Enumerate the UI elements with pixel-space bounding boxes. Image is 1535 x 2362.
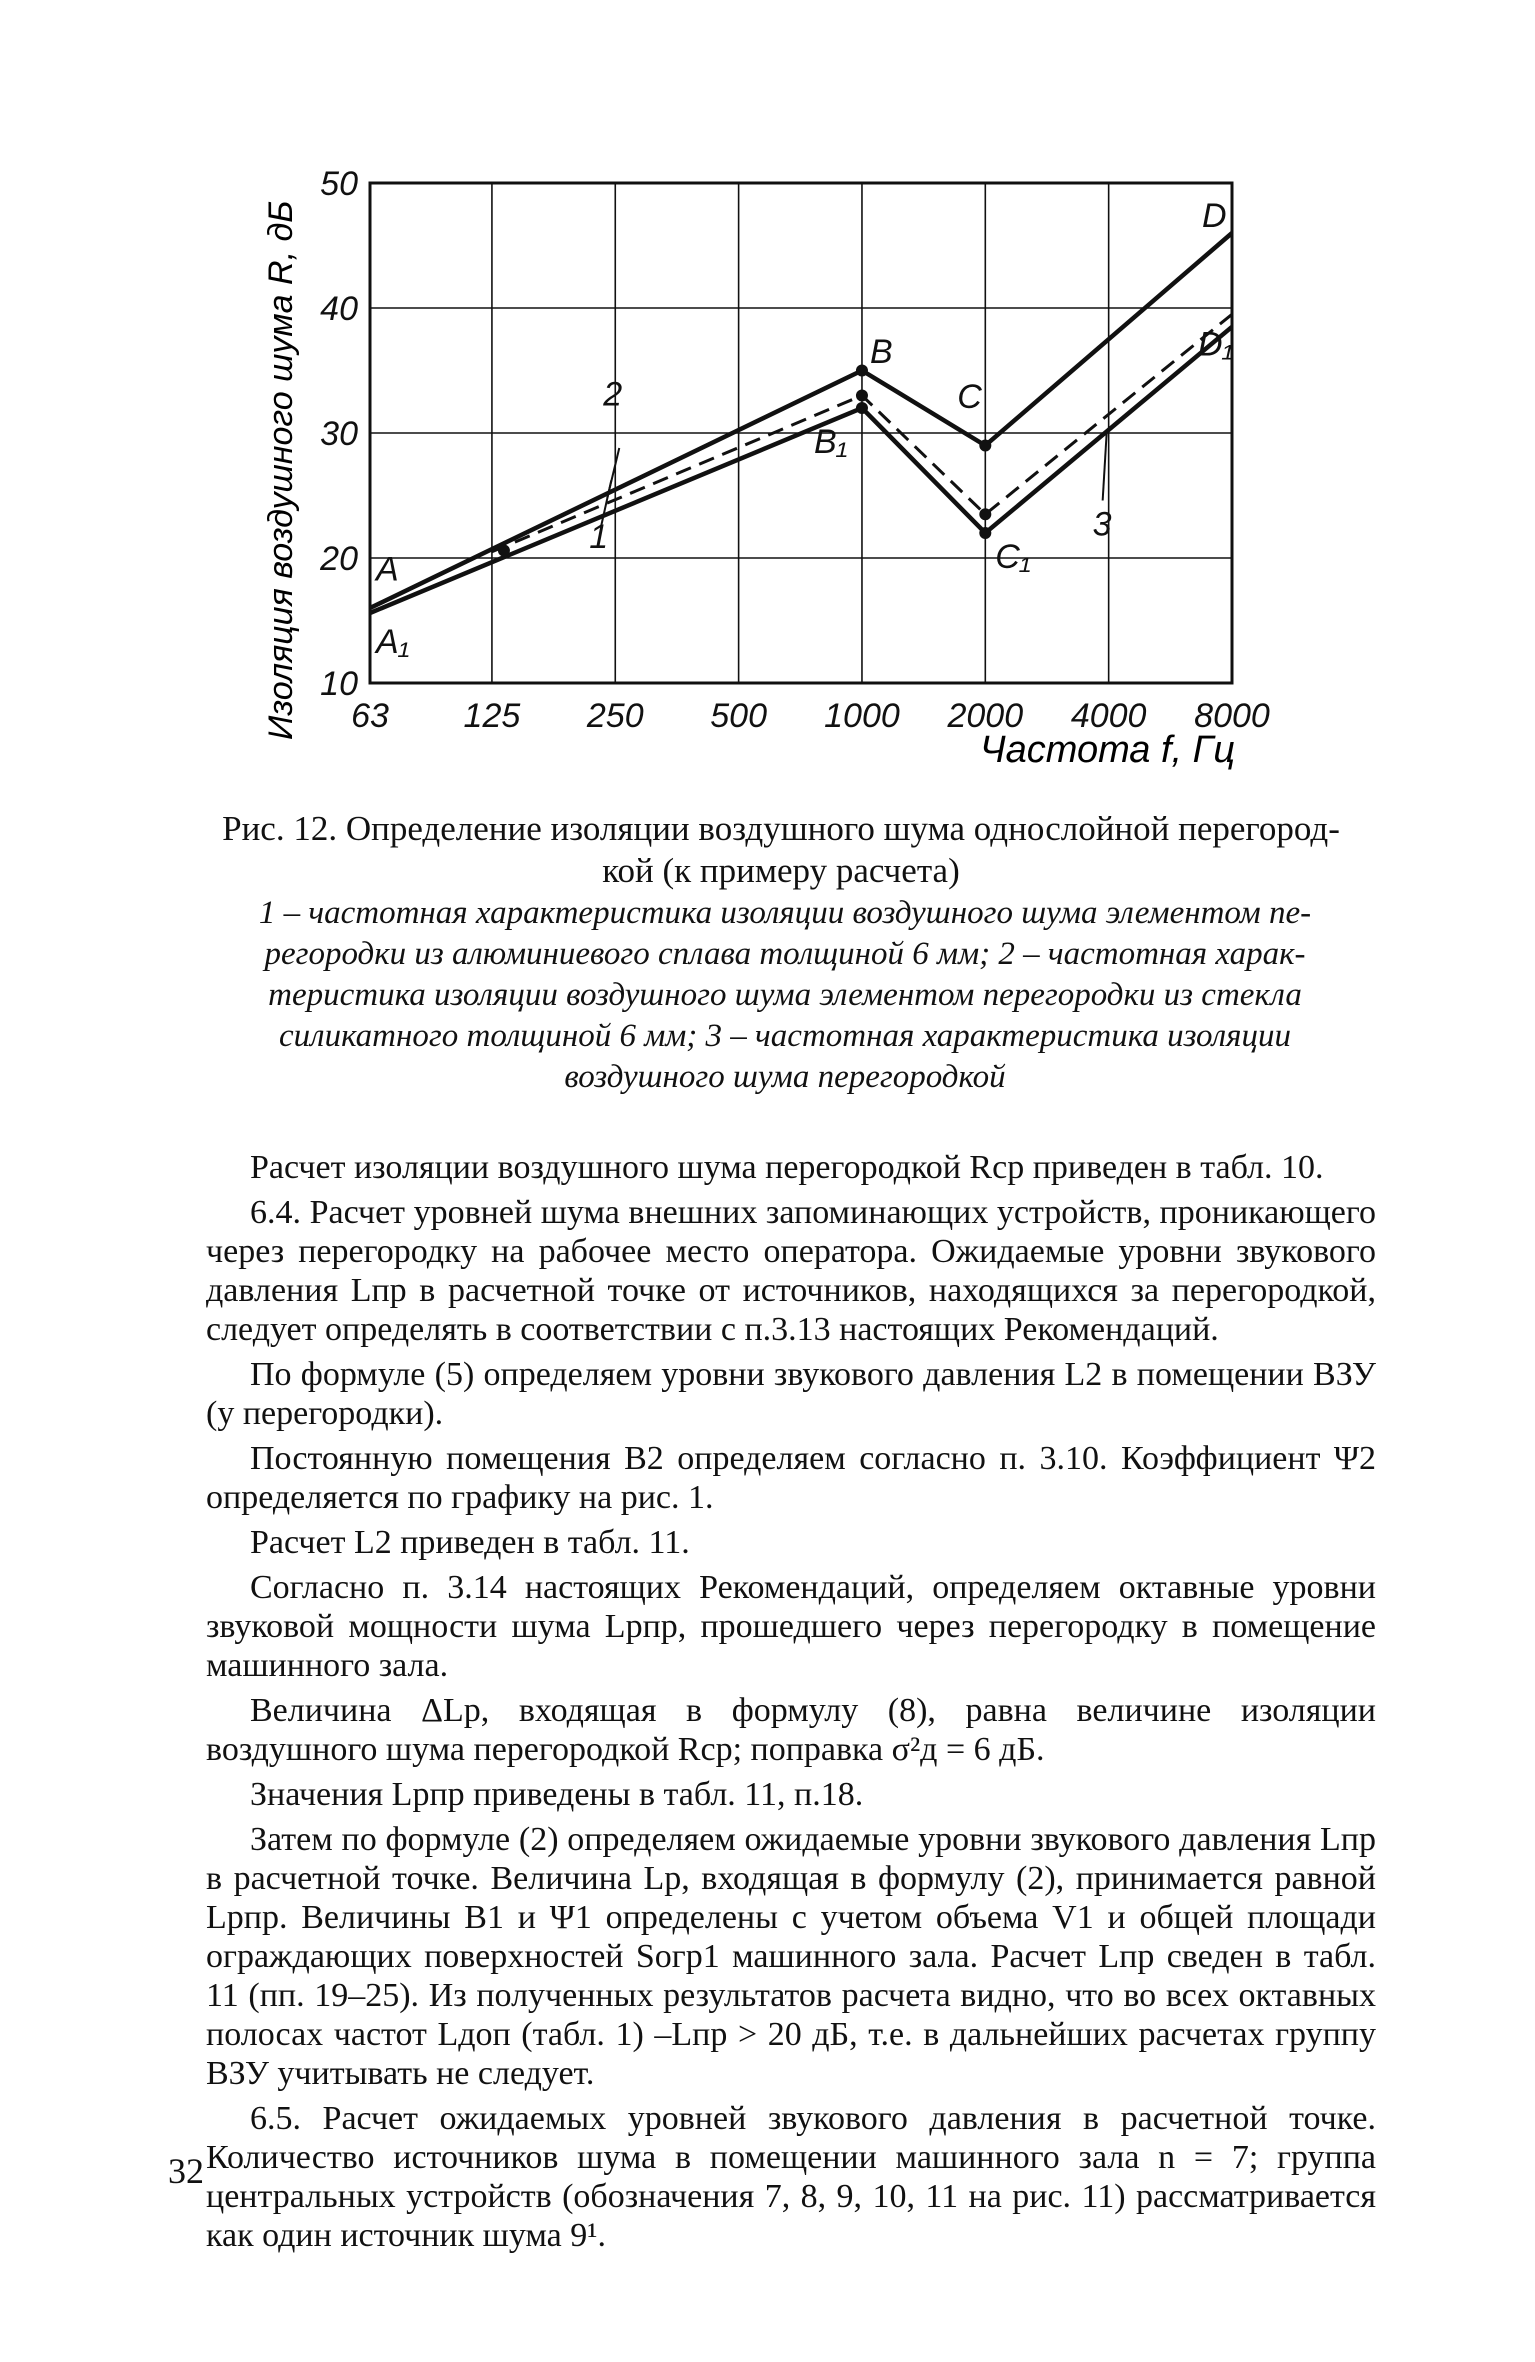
figure-caption	[186, 808, 1376, 892]
x-tick-label: 4000	[1070, 697, 1147, 735]
label-point-b1: B₁	[813, 423, 848, 461]
y-tick-label: 50	[320, 165, 358, 203]
data-point	[979, 508, 991, 520]
x-tick-label: 250	[586, 697, 644, 735]
x-tick-label: 1000	[824, 697, 900, 735]
y-tick-label: 20	[320, 540, 358, 578]
x-tick-label: 63	[351, 697, 389, 735]
data-point	[856, 390, 868, 402]
insulation-chart	[0, 0, 1535, 800]
paragraph: Постоянную помещения B2 определяем согласно п. 3.10. Коэффициент Ψ2 определяется по графику на рис. 1.	[206, 1440, 1376, 1516]
paragraph: 6.4. Расчет уровней шума внешних запоминающих устройств, проникающего через перегородку на рабочее место оператора. Ожидаемые уровни звукового давления Lпр в расчетной точке от источников, находящихся за перегородкой, следует определять в соответствии с п.3.13 настоящих Рекомендаций.	[206, 1194, 1376, 1348]
paragraph: Величина ΔLp, входящая в формулу (8), равна величине изоляции воздушного шума перегородкой Rср; поправка σ²д = 6 дБ.	[206, 1692, 1376, 1768]
label-point-d1: D₁	[1198, 325, 1234, 364]
label-curve-2: 2	[603, 375, 623, 414]
label-point-b: B	[869, 333, 893, 371]
y-tick-label: 30	[320, 415, 358, 453]
paragraph: По формуле (5) определяем уровни звукового давления L2 в помещении ВЗУ (у перегородки).	[206, 1356, 1376, 1432]
label-point-c: C	[957, 378, 982, 416]
chart-series	[370, 233, 1232, 613]
label-point-a: A	[376, 550, 399, 589]
x-axis-label: Частота f, Гц	[980, 729, 1236, 771]
paragraph: Затем по формуле (2) определяем ожидаемые уровни звукового давления Lпр в расчетной точке. Величина Lp, входящая в формулу (2), принимается равной Lpпр. Величины B1 и Ψ1 определены с учетом объема V1 и общей площади ограждающих поверхностей Sогр1 машинного зала. Расчет Lпр сведен в табл. 11 (пп. 19–25). Из полученных результатов расчета видно, что во всех октавных полосах частот Lдоп (табл. 1) –Lпр > 20 дБ, т.е. в дальнейших расчетах группу ВЗУ учитывать не следует.	[206, 1821, 1376, 2092]
legend-line: теристика изоляции воздушного шума элементом перегородки из стекла	[268, 977, 1302, 1013]
label-point-c1: C₁	[995, 538, 1031, 576]
paragraph: 6.5. Расчет ожидаемых уровней звукового давления в расчетной точке. Количество источников шума в помещении машинного зала n = 7; группа центральных устройств (обозначения 7, 8, 9, 10, 11 на рис. 11) рассматривается как один источник шума 9¹.	[206, 2100, 1376, 2254]
y-axis-label: Изоляция воздушного шума R, дБ	[262, 200, 300, 740]
label-point-d: D	[1202, 196, 1227, 235]
data-point	[979, 440, 991, 452]
label-point-a1: A₁	[376, 623, 410, 661]
data-point	[498, 545, 510, 557]
x-tick-label: 2000	[947, 697, 1024, 735]
paragraph: Расчет L2 приведен в табл. 11.	[250, 1524, 690, 1561]
y-tick-label: 10	[320, 665, 358, 703]
paragraph: Согласно п. 3.14 настоящих Рекомендаций, определяем октавные уровни звуковой мощности шума Lpпр, прошедшего через перегородку в помещение машинного зала.	[206, 1569, 1376, 1684]
body-text	[206, 1148, 1376, 2261]
chart-ticks	[319, 165, 1270, 735]
leader-line-3	[1103, 433, 1107, 501]
legend-line: воздушного шума перегородкой	[564, 1059, 1006, 1095]
series-line-1	[370, 327, 1232, 613]
x-tick-label: 500	[710, 697, 767, 735]
x-tick-label: 8000	[1194, 697, 1270, 735]
legend-line: силикатного толщиной 6 мм; 3 – частотная характеристика изоляции	[279, 1018, 1291, 1054]
data-point	[979, 527, 991, 539]
figure-legend	[200, 893, 1370, 1098]
paragraph: Значения Lpпр приведены в табл. 11, п.18.	[250, 1776, 864, 1813]
y-tick-label: 40	[320, 290, 358, 328]
paragraph: Расчет изоляции воздушного шума перегородкой Rср приведен в табл. 10.	[250, 1149, 1324, 1186]
caption-title-line: кой (к примеру расчета)	[602, 851, 960, 890]
chart-point-labels	[374, 197, 1233, 661]
data-point	[856, 365, 868, 377]
label-curve-1: 1	[589, 518, 609, 556]
caption-title-line: Рис. 12. Определение изоляции воздушного шума однослойной перегород-	[222, 809, 1340, 848]
legend-line: регородки из алюминиевого сплава толщиной 6 мм; 2 – частотная харак-	[264, 936, 1306, 972]
x-tick-label: 125	[463, 697, 521, 735]
legend-line: 1 – частотная характеристика изоляции воздушного шума элементом пе-	[258, 895, 1312, 931]
page-number: 32	[168, 2151, 204, 2191]
label-curve-3: 3	[1092, 505, 1112, 544]
data-point	[856, 402, 868, 414]
